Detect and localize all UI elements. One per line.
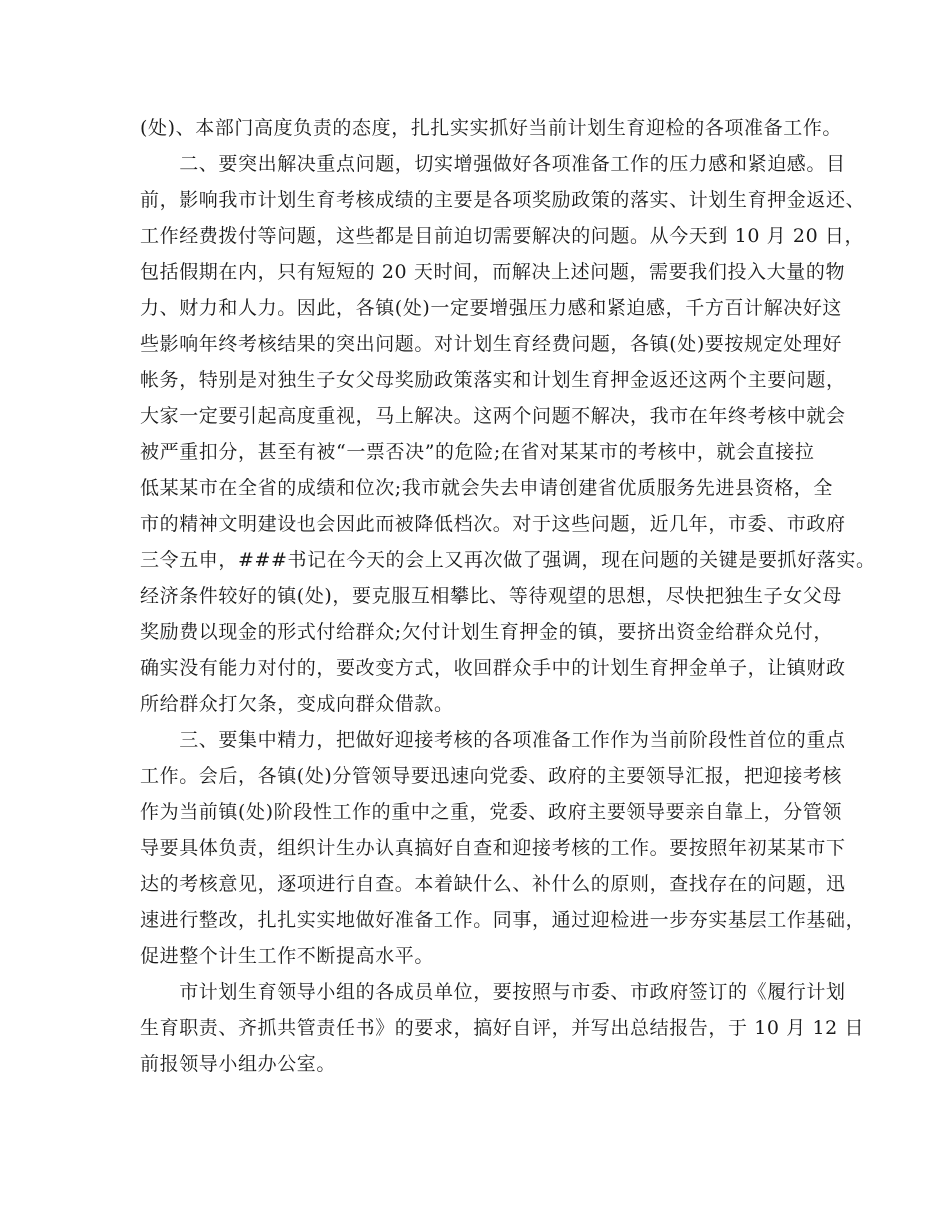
text-line: 导要具体负责，组织计生办认真搞好自查和迎接考核的工作。要按照年初某某市下 — [140, 837, 846, 859]
text-line: 前，影响我市计划生育考核成绩的主要是各项奖励政策的落实、计划生育押金返还、 — [140, 189, 866, 211]
text-line: 作为当前镇(处)阶段性工作的重中之重，党委、政府主要领导要亲自靠上，分管领 — [140, 801, 843, 823]
text-line: 生育职责、齐抓共管责任书》的要求，搞好自评，并写出总结报告，于 10 月 12 日 — [140, 1017, 865, 1039]
text-line: 市的精神文明建设也会因此而被降低档次。对于这些问题，近几年，市委、市政府 — [140, 513, 846, 535]
text-line: 二、要突出解决重点问题，切实增强做好各项准备工作的压力感和紧迫感。目 — [140, 153, 846, 175]
text-line: 所给群众打欠条，变成向群众借款。 — [140, 693, 454, 715]
text-line: 确实没有能力对付的，要改变方式，收回群众手中的计划生育押金单子，让镇财政 — [140, 657, 846, 679]
text-line: 工作经费拨付等问题，这些都是目前迫切需要解决的问题。从今天到 10 月 20 日， — [140, 225, 865, 247]
text-line: 市计划生育领导小组的各成员单位，要按照与市委、市政府签订的《履行计划 — [140, 981, 846, 1003]
text-line: 低某某市在全省的成绩和位次;我市就会失去申请创建省优质服务先进县资格，全 — [140, 477, 834, 499]
text-line: 力、财力和人力。因此，各镇(处)一定要增强压力感和紧迫感，千方百计解决好这 — [140, 297, 843, 319]
text-line: 达的考核意见，逐项进行自查。本着缺什么、补什么的原则，查找存在的问题，迅 — [140, 873, 846, 895]
text-line: 三令五申，###书记在今天的会上又再次做了强调，现在问题的关键是要抓好落实。 — [140, 549, 876, 571]
text-line: 奖励费以现金的形式付给群众;欠付计划生育押金的镇，要挤出资金给群众兑付， — [140, 621, 834, 643]
text-line: 包括假期在内，只有短短的 20 天时间，而解决上述问题，需要我们投入大量的物 — [140, 261, 846, 283]
text-line: (处)、本部门高度负责的态度，扎扎实实抓好当前计划生育迎检的各项准备工作。 — [140, 117, 843, 139]
text-line: 促进整个计生工作不断提高水平。 — [140, 945, 435, 967]
text-line: 速进行整改，扎扎实实地做好准备工作。同事，通过迎检进一步夯实基层工作基础， — [140, 909, 866, 931]
text-line: 大家一定要引起高度重视，马上解决。这两个问题不解决，我市在年终考核中就会 — [140, 405, 846, 427]
text-line: 帐务，特别是对独生子女父母奖励政策落实和计划生育押金返还这两个主要问题， — [140, 369, 846, 391]
text-line: 些影响年终考核结果的突出问题。对计划生育经费问题，各镇(处)要按规定处理好 — [140, 333, 843, 355]
text-line: 前报领导小组办公室。 — [140, 1053, 337, 1075]
text-line: 三、要集中精力，把做好迎接考核的各项准备工作作为当前阶段性首位的重点 — [140, 729, 846, 751]
document-body — [140, 110, 876, 1082]
text-line: 被严重扣分，甚至有被“一票否决”的危险;在省对某某市的考核中，就会直接拉 — [140, 441, 815, 463]
text-line: 工作。会后，各镇(处)分管领导要迅速向党委、政府的主要领导汇报，把迎接考核 — [140, 765, 843, 787]
text-line: 经济条件较好的镇(处)，要克服互相攀比、等待观望的思想，尽快把独生子女父母 — [140, 585, 843, 607]
